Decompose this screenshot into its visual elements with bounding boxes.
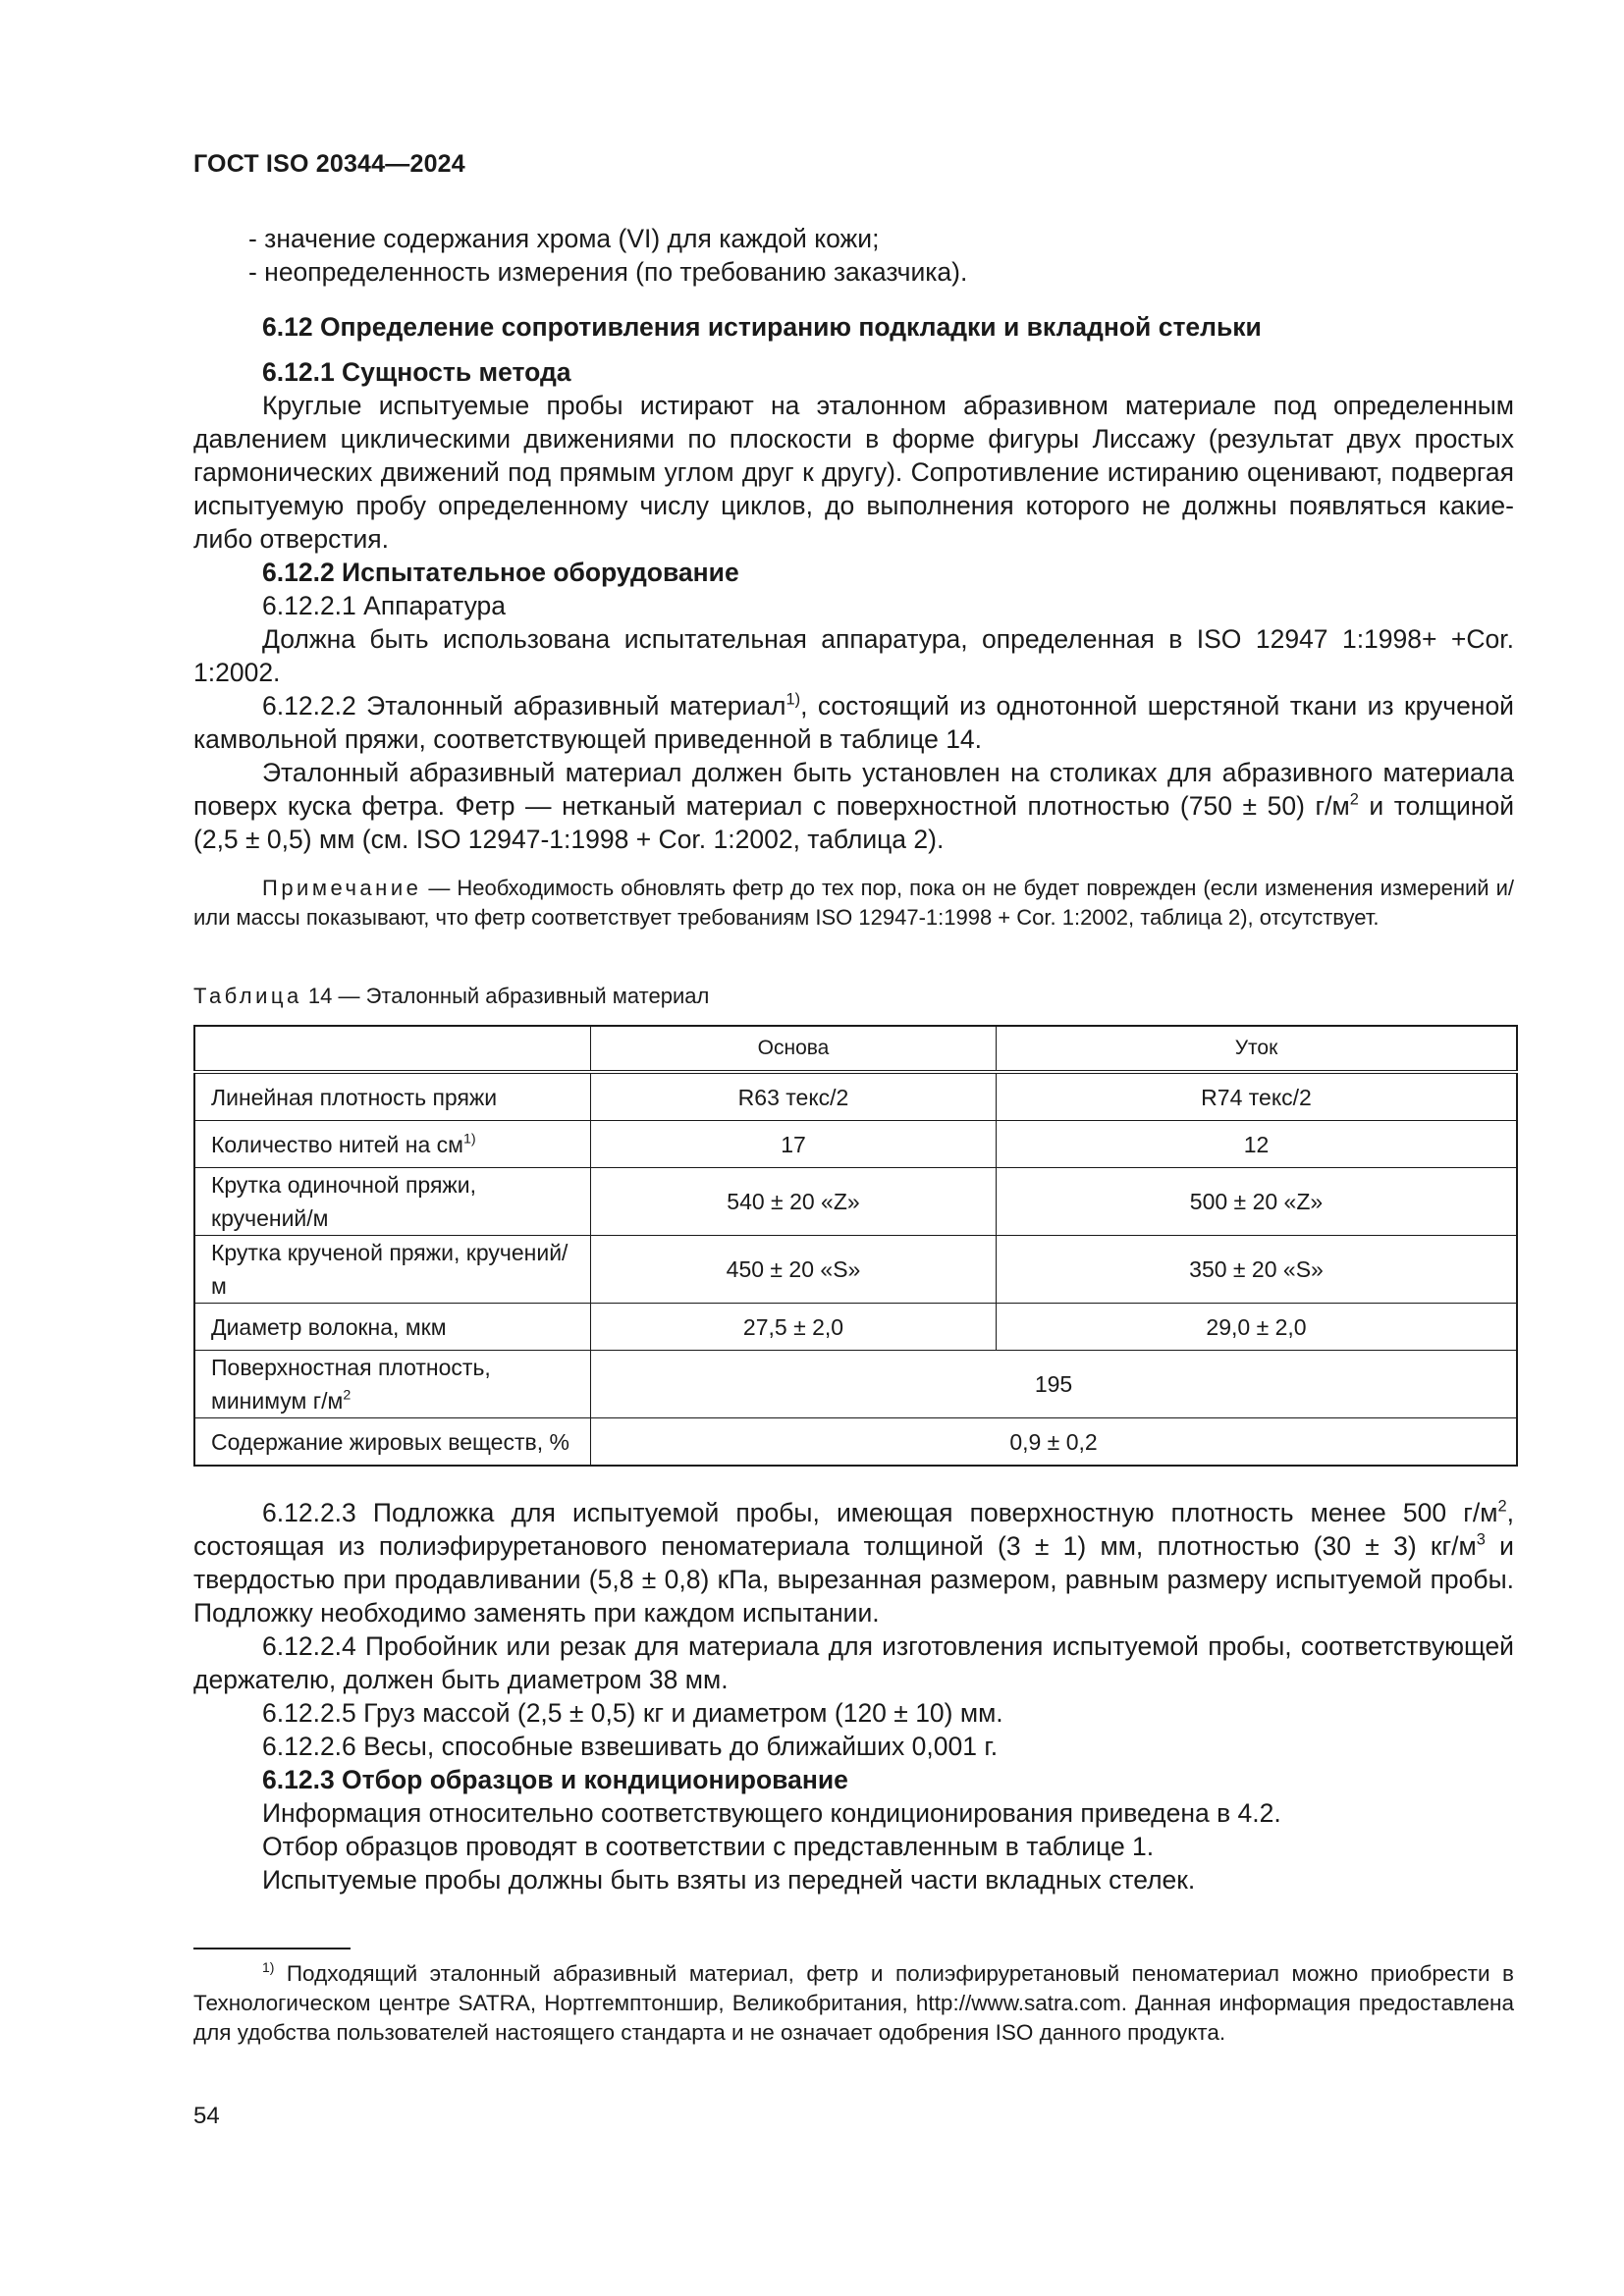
table-caption — [193, 980, 1514, 1013]
table-row — [194, 1418, 1517, 1467]
row-label-text: Поверхностная плотность, минимум г/м — [211, 1355, 491, 1414]
row-label: Диаметр волокна, мкм — [194, 1304, 591, 1351]
footnote-ref: 1) — [462, 1131, 476, 1148]
row-label — [194, 1121, 591, 1168]
cell-warp: 17 — [591, 1121, 997, 1168]
list-item: - значение содержания хрома (VI) для каждой кожи; — [248, 224, 880, 253]
cell-warp: R63 текс/2 — [591, 1072, 997, 1121]
cell-merged: 0,9 ± 0,2 — [591, 1418, 1518, 1467]
page-number: 54 — [193, 2103, 220, 2129]
paragraph: 6.12.2.5 Груз массой (2,5 ± 0,5) кг и диаметром (120 ± 10) мм. — [262, 1698, 1003, 1728]
paragraph: Испытуемые пробы должны быть взяты из передней части вкладных стелек. — [262, 1865, 1196, 1895]
text-run: и толщиной (2,5 ± 0,5) мм (см. ISO 12947-1:1998 + Cor. 1:2002, таблица 2). — [193, 791, 1514, 854]
subsection-heading: 6.12.1 Сущность метода — [262, 357, 571, 387]
cell-warp: 450 ± 20 «S» — [591, 1236, 997, 1304]
table-caption-text: 14 — Эталонный абразивный материал — [301, 984, 710, 1008]
row-label: Линейная плотность пряжи — [194, 1072, 591, 1121]
table-row — [194, 1236, 1517, 1304]
footnote-marker: 1) — [262, 1958, 275, 1975]
superscript: 2 — [343, 1387, 352, 1404]
paragraph: Информация относительно соответствующего кондиционирования приведена в 4.2. — [262, 1798, 1281, 1828]
row-label — [194, 1351, 591, 1418]
paragraph: Круглые испытуемые пробы истирают на эталонном абразивном материале под определенным давлением циклическими движениями по плоскости в форме фигуры Лиссажу (результат двух простых гармонических движений под прямым углом друг к другу). Сопротивление истиранию оценивают, подвергая испытуемую пробу определенному числу циклов, до выполнения которого не должны появляться какие-либо отверстия. — [193, 391, 1514, 554]
cell-weft: 29,0 ± 2,0 — [997, 1304, 1518, 1351]
text-run: 6.12.2.3 Подложка для испытуемой пробы, имеющая поверхностную плотность менее 500 г/м — [262, 1498, 1498, 1527]
cell-weft: 350 ± 20 «S» — [997, 1236, 1518, 1304]
superscript: 2 — [1497, 1497, 1507, 1516]
footnote-text: Подходящий эталонный абразивный материал, фетр и полиэфируретановый пеноматериал можно приобрести в Технологическом центре SATRA, Нортгемптоншир, Великобритания, http://www.satra.com. Данная информация предоставлена для удобства пользователей настоящего стандарта и не означает одобрения ISO данного продукта. — [193, 1961, 1514, 2045]
table-row — [194, 1304, 1517, 1351]
cell-weft: 500 ± 20 «Z» — [997, 1168, 1518, 1236]
paragraph: 6.12.2.1 Аппаратура — [262, 591, 507, 620]
cell-weft: 12 — [997, 1121, 1518, 1168]
row-label-text: Количество нитей на см — [211, 1131, 463, 1157]
footnote — [193, 1959, 1514, 2048]
text-run: , состоящий из однотонной шерстяной ткани из крученой камвольной пряжи, соответствующей приведенной в таблице 14. — [193, 691, 1514, 754]
note-text: — Необходимость обновлять фетр до тех пор, пока он не будет поврежден (если изменения измерений и/или массы показывают, что фетр соответствует требованиям ISO 12947-1:1998 + Cor. 1:2002, таблица 2), отсутствует. — [193, 876, 1514, 930]
column-header-warp: Основа — [591, 1026, 997, 1072]
table-row — [194, 1121, 1517, 1168]
subsection-heading: 6.12.3 Отбор образцов и кондиционирование — [262, 1765, 848, 1794]
table-row — [194, 1168, 1517, 1236]
text-run: 6.12.2.2 Эталонный абразивный материал — [262, 691, 786, 721]
footnote-divider — [193, 1948, 351, 1949]
subsection-heading: 6.12.2 Испытательное оборудование — [262, 558, 739, 587]
row-label: Содержание жировых веществ, % — [194, 1418, 591, 1467]
text-run: и твердостью при продавливании (5,8 ± 0,8) кПа, вырезанная размером, равным размеру испытуемой пробы. Подложку необходимо заменять при каждом испытании. — [193, 1531, 1514, 1628]
section-heading: 6.12 Определение сопротивления истиранию подкладки и вкладной стельки — [262, 312, 1262, 342]
paragraph — [193, 689, 1514, 756]
abrasive-material-table — [193, 1025, 1518, 1467]
page-header-title: ГОСТ ISO 20344—2024 — [193, 150, 465, 178]
document-body — [193, 222, 1514, 1896]
table-caption-label: Таблица — [193, 984, 302, 1008]
paragraph: 6.12.2.4 Пробойник или резак для материала для изготовления испытуемой пробы, соответствующей держателю, должен быть диаметром 38 мм. — [193, 1631, 1514, 1694]
paragraph: Отбор образцов проводят в соответствии с представленным в таблице 1. — [262, 1832, 1155, 1861]
superscript: 3 — [1476, 1530, 1486, 1549]
cell-warp: 540 ± 20 «Z» — [591, 1168, 997, 1236]
text-run: Эталонный абразивный материал должен быть установлен на столиках для абразивного материала поверх куска фетра. Фетр — нетканый материал с поверхностной плотностью (750 ± 50) г/м — [193, 758, 1514, 821]
table-header-row — [194, 1026, 1517, 1072]
paragraph: Должна быть использована испытательная аппаратура, определенная в ISO 12947 1:1998+ +Cor. 1:2002. — [193, 624, 1514, 687]
note-label: Примечание — [262, 876, 422, 900]
table-row — [194, 1351, 1517, 1418]
table-header-empty — [194, 1026, 591, 1072]
column-header-weft: Уток — [997, 1026, 1518, 1072]
note — [193, 874, 1514, 933]
cell-merged: 195 — [591, 1351, 1518, 1418]
paragraph: 6.12.2.6 Весы, способные взвешивать до ближайших 0,001 г. — [262, 1732, 999, 1761]
cell-warp: 27,5 ± 2,0 — [591, 1304, 997, 1351]
table-row — [194, 1072, 1517, 1121]
footnote-ref: 1) — [785, 690, 801, 709]
list-item: - неопределенность измерения (по требованию заказчика). — [248, 257, 968, 287]
paragraph — [193, 756, 1514, 856]
superscript: 2 — [1349, 790, 1359, 809]
row-label: Крутка крученой пряжи, кручений/м — [194, 1236, 591, 1304]
cell-weft: R74 текс/2 — [997, 1072, 1518, 1121]
paragraph — [193, 1496, 1514, 1629]
row-label: Крутка одиночной пряжи, кручений/м — [194, 1168, 591, 1236]
text-run: , состоящая из полиэфируретанового пеноматериала толщиной (3 ± 1) мм, плотностью (30 ± 3) кг/м — [193, 1498, 1514, 1561]
